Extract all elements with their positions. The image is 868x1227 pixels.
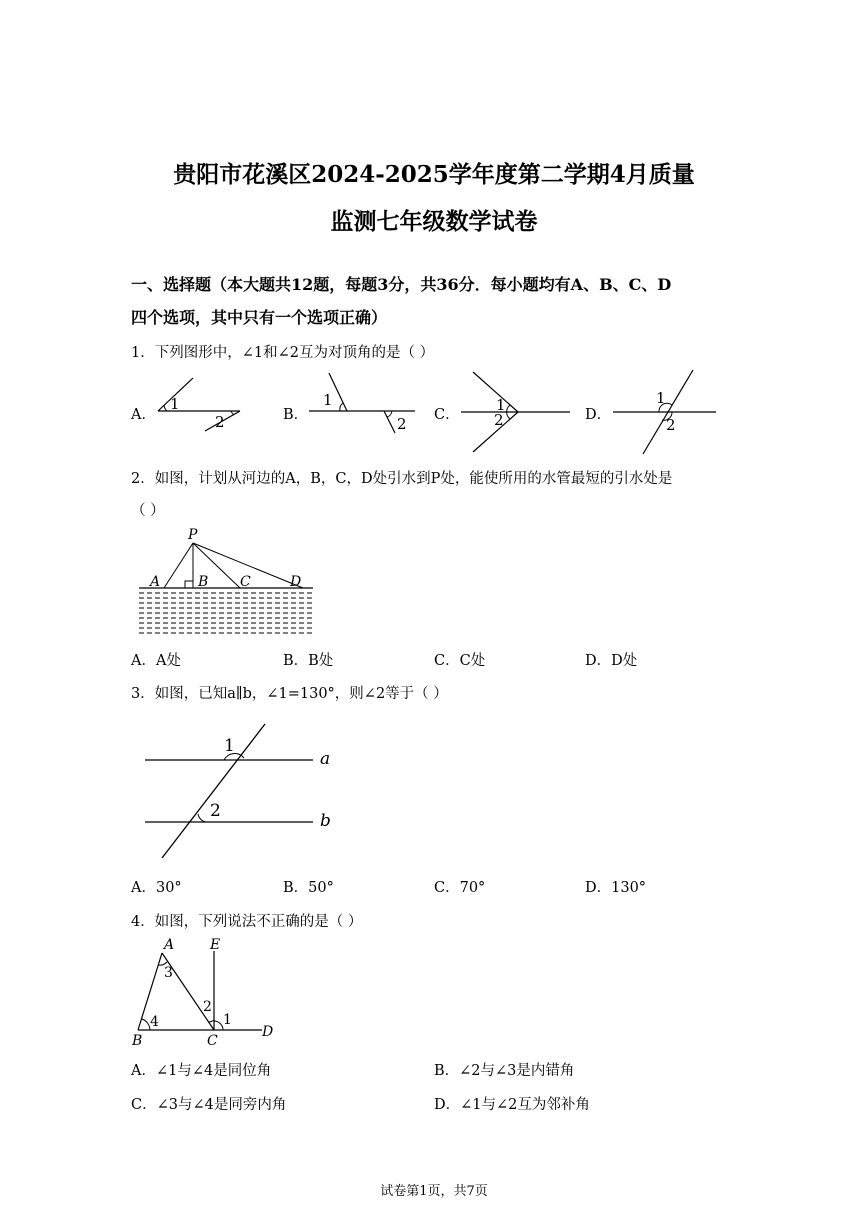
q1-figure-a [155,373,250,433]
q3-stem: 3．如图，已知a∥b，∠1=130°，则∠2等于（ ） [131,686,448,702]
q4-option-c: C．∠3与∠4是同旁内角 [131,1097,287,1113]
q4-label-2: 2 [203,999,212,1015]
q3-label-1: 1 [224,736,235,756]
q4-label-1: 1 [223,1012,232,1028]
q4-label-c: C [207,1033,218,1049]
q4-option-b: B．∠2与∠3是内错角 [434,1063,575,1079]
q4-stem: 4．如图，下列说法不正确的是（ ） [131,914,363,930]
q1c-label-1: 1 [496,396,506,414]
q4-option-d: D．∠1与∠2互为邻补角 [434,1097,590,1113]
q4-figure-triangle [128,935,278,1050]
q1-figure-b [307,371,422,436]
q1b-label-1: 1 [323,391,333,409]
q1-option-a-label: A． [131,407,156,423]
q3-option-b: B．50° [283,880,334,896]
q1b-label-2: 2 [397,415,407,433]
q1-option-b-label: B． [283,407,309,423]
q2-option-d: D．D处 [585,653,638,669]
q1-option-d-label: D． [585,407,612,423]
exam-title-line2: 监测七年级数学试卷 [330,208,538,235]
section-heading-line1: 一、选择题（本大题共12题，每题3分，共36分．每小题均有A、B、C、D [131,275,672,294]
q1a-label-2: 2 [215,413,225,431]
q2-label-a: A [150,574,161,590]
q3-label-a: a [320,749,331,769]
q1a-label-1: 1 [170,395,180,413]
section-heading-line2: 四个选项，其中只有一个选项正确） [131,308,388,327]
q3-label-b: b [320,811,331,831]
q4-label-a: A [164,937,175,953]
q3-label-2: 2 [210,801,221,821]
q2-label-p: P [188,527,198,543]
q3-option-c: C．70° [434,880,486,896]
q1-figure-d [610,368,720,458]
q1c-label-2: 2 [494,411,504,429]
q4-label-d: D [262,1024,274,1040]
q2-stem-line2: （ ） [131,503,165,519]
q1-stem: 1．下列图形中，∠1和∠2互为对顶角的是（ ） [131,345,435,361]
q2-label-b: B [198,574,209,590]
q2-figure-river [136,525,316,637]
q1-option-c-label: C． [434,407,460,423]
q1d-label-2: 2 [666,416,676,434]
q4-label-e: E [210,937,221,953]
q2-option-a: A．A处 [131,653,181,669]
q4-label-3: 3 [164,965,173,981]
q2-label-c: C [240,574,251,590]
q3-figure-parallel-lines [140,720,340,862]
exam-title-line1: 贵阳市花溪区2024-2025学年度第二学期4月质量 [173,161,695,188]
q2-option-c: C．C处 [434,653,486,669]
q1d-label-1: 1 [656,389,666,407]
q4-option-a: A．∠1与∠4是同位角 [131,1063,272,1079]
q3-option-d: D．130° [585,880,647,896]
q4-label-b: B [132,1033,143,1049]
q4-label-4: 4 [150,1014,159,1030]
q2-option-b: B．B处 [283,653,334,669]
q1-figure-c [458,370,576,458]
page-footer: 试卷第1页，共7页 [380,1184,488,1199]
q2-stem-line1: 2．如图，计划从河边的A，B，C，D处引水到P处，能使所用的水管最短的引水处是 [131,471,673,487]
q2-label-d: D [290,574,302,590]
q3-option-a: A．30° [131,880,182,896]
